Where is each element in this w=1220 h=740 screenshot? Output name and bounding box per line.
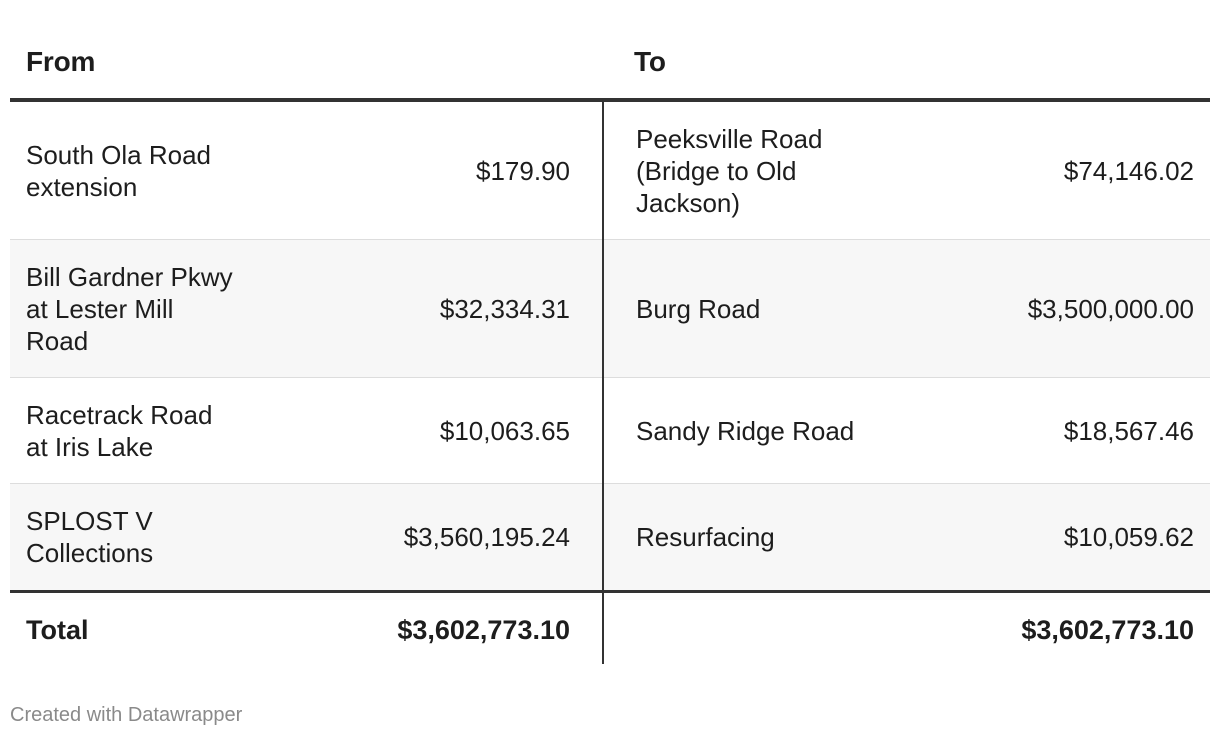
from-name-cell: South Ola Road extension: [26, 139, 212, 202]
total-label: Total: [26, 615, 89, 645]
total-from-value: $3,602,773.10: [397, 615, 570, 645]
total-to-label: [636, 593, 861, 667]
to-value-cell: $10,059.62: [1063, 522, 1194, 552]
from-value-cell: $10,063.65: [439, 415, 570, 446]
to-name-cell: Sandy Ridge Road: [636, 415, 855, 446]
total-row: [10, 590, 1210, 667]
to-value-cell: $18,567.46: [1063, 415, 1194, 446]
table-row: [10, 378, 1210, 484]
from-value-cell: $3,560,195.24: [403, 522, 570, 552]
to-name-cell: Burg Road: [636, 293, 761, 324]
from-value-cell: $32,334.31: [439, 293, 570, 324]
datawrapper-credit: Created with Datawrapper: [10, 704, 243, 726]
from-column-header: From: [26, 46, 96, 77]
to-name-cell: Resurfacing: [636, 522, 775, 552]
column-divider: [602, 102, 604, 664]
to-value-cell: $3,500,000.00: [1027, 293, 1194, 324]
from-name-cell: Racetrack Road at Iris Lake: [26, 399, 213, 462]
from-name-cell: Bill Gardner Pkwy at Lester Mill Road: [26, 261, 233, 356]
from-value-cell: $179.90: [476, 155, 570, 186]
table-row: [10, 240, 1210, 378]
to-column-header: To: [634, 46, 666, 77]
from-name-cell: SPLOST V Collections: [26, 506, 154, 568]
table-header: [10, 0, 1210, 102]
total-to-value: $3,602,773.10: [1021, 615, 1194, 645]
transfer-table: [10, 0, 1210, 667]
to-name-cell: Peeksville Road (Bridge to Old Jackson): [636, 123, 823, 218]
to-value-cell: $74,146.02: [1063, 155, 1194, 186]
table-row: [10, 484, 1210, 590]
table-row: [10, 102, 1210, 240]
